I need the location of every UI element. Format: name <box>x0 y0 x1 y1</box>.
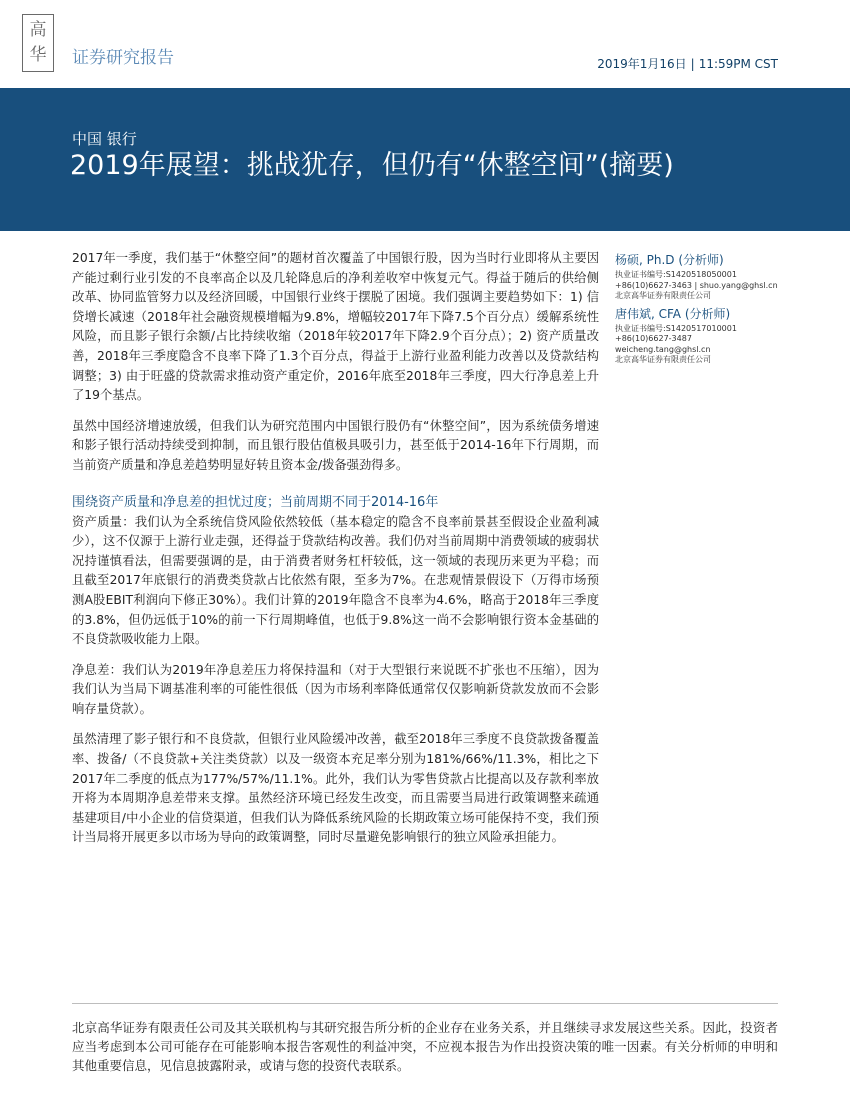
analyst-name: 杨硕, Ph.D (分析师) <box>615 253 724 267</box>
intro-paragraph: 2017年一季度，我们基于“休整空间”的题材首次覆盖了中国银行股，因为当时行业即将从主要因产能过剩行业引发的不良率高企以及几轮降息后的净利差收窄中恢复元气。得益于随后的供给侧改革、协同监管努力以及经济回暖，中国银行业终于摆脱了困境。我们强调主要趋势如下：1) 信贷增长减速（2018年社会融资规模增幅为9.8%，增幅较2017年下降7.5个百分点）缓解系统性风险，而且影子银行余额/占比持续收缩（2018年较2017年下降2.9个百分点）；2) 资产质量改善，2018年三季度隐含不良率下降了1.3个百分点，得益于上游行业盈利能力改善以及贷款结构调整；3) 由于旺盛的贷款需求推动资产重定价，2016年底至2018年三季度，四大行净息差上升了19个基点。 <box>72 251 599 403</box>
report-type-label: 证券研究报告 <box>72 48 174 68</box>
analyst-license: 执业证书编号:S1420517010001 <box>615 323 737 333</box>
nim-paragraph: 净息差：我们认为2019年净息差压力将保持温和（对于大型银行来说既不扩张也不压缩），因为我们认为当局下调基准利率的可能性很低（因为市场利率降低通常仅仅影响新贷款发放而不会影响存量贷款）。 <box>72 662 599 716</box>
publish-date-line <box>597 55 778 72</box>
analyst-card <box>615 307 795 366</box>
analyst-license: 执业证书编号:S1420518050001 <box>615 270 737 279</box>
publish-date: 2019年1月16日 <box>597 57 687 71</box>
section-heading: 围绕资产质量和净息差的担忧过度；当前周期不同于2014-16年 <box>72 494 439 510</box>
analyst-company: 北京高华证券有限责任公司 <box>615 355 711 364</box>
company-logo <box>22 14 54 72</box>
sector-label: 中国 银行 <box>72 130 137 148</box>
analyst-sidebar <box>615 253 795 371</box>
footer-divider <box>72 1003 778 1004</box>
analyst-contact: +86(10)6627-3463 | shuo.yang@ghsl.cn <box>615 280 778 290</box>
date-separator: | <box>690 57 695 71</box>
view-paragraph: 虽然中国经济增速放缓，但我们认为研究范围内中国银行股仍有“休整空间”，因为系统债务增速和影子银行活动持续受到抑制，而且银行股估值极具吸引力，甚至低于2014-16年下行周期，而当前资产质量和净息差趋势明显好转且资本金/拨备强劲得多。 <box>72 418 599 472</box>
analyst-phone: +86(10)6627-3487 <box>615 334 692 343</box>
logo-char-1: 高 <box>29 20 47 40</box>
asset-quality-paragraph: 资产质量：我们认为全系统信贷风险依然较低（基本稳定的隐含不良率前景甚至假设企业盈利减少），这不仅源于上游行业走强，还得益于贷款结构改善。我们仍对当前周期中消费领域的疲弱状况持谨慎看法，但需要强调的是，由于消费者财务杠杆较低，这一领域的表现历来更为平稳；而且截至2017年底银行的消费类贷款占比依然有限，至多为7%。在悲观情景假设下（万得市场预测A股EBIT利润向下修正30%）。我们计算的2019年隐含不良率为4.6%，略高于2018年三季度的3.8%，但仍远低于10%的前一下行周期峰值，也低于9.8%这一尚不会影响银行资本金基础的不良贷款吸收能力上限。 <box>72 514 599 647</box>
logo-char-2: 华 <box>29 45 47 65</box>
report-body <box>72 249 599 859</box>
analyst-company: 北京高华证券有限责任公司 <box>615 291 711 300</box>
analyst-name: 唐伟斌, CFA (分析师) <box>615 306 731 321</box>
report-title: 2019年展望：挑战犹存，但仍有“休整空间”(摘要) <box>70 150 674 181</box>
analyst-card <box>615 253 795 302</box>
analyst-email: weicheng.tang@ghsl.cn <box>615 344 711 354</box>
footer-disclaimer: 北京高华证券有限责任公司及其关联机构与其研究报告所分析的企业存在业务关系，并且继续寻求发展这些关系。因此，投资者应当考虑到本公司可能存在可能影响本报告客观性的利益冲突，不应视本报告为作出投资决策的唯一因素。有关分析师的申明和其他重要信息，见信息披露附录，或请与您的投资代表联系。 <box>72 1020 778 1073</box>
publish-time: 11:59PM CST <box>698 57 778 71</box>
risk-buffer-paragraph: 虽然清理了影子银行和不良贷款，但银行业风险缓冲改善，截至2018年三季度不良贷款拨备覆盖率、拨备/（不良贷款+关注类贷款）以及一级资本充足率分别为181%/66%/11.3%，相比之下2017年二季度的低点为177%/57%/11.1%。此外，我们认为零售贷款占比提高以及存款利率放开将为本周期净息差带来支撑。虽然经济环境已经发生改变，而且需要当局进行政策调整来疏通基建项目/中小企业的信贷渠道，但我们认为降低系统风险的长期政策立场可能保持不变，我们预计当局将开展更多以市场为导向的政策调整，同时尽量避免影响银行的独立风险承担能力。 <box>72 732 599 845</box>
title-banner <box>0 88 850 231</box>
